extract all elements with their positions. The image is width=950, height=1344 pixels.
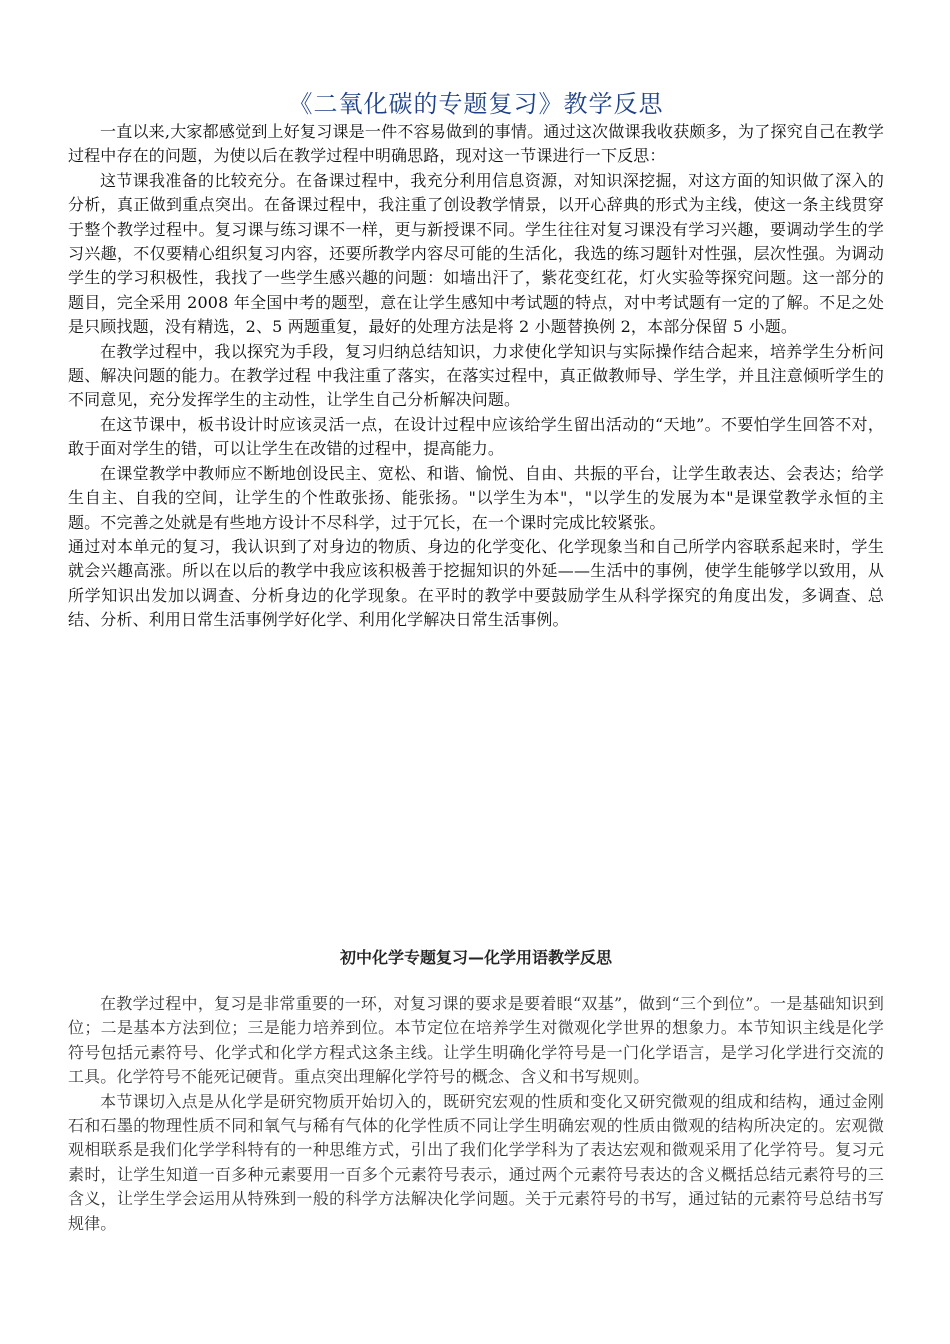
section-title: 《二氧化碳的专题复习》教学反思 [288,90,664,118]
paragraph: 在教学过程中，复习是非常重要的一环，对复习课的要求是要着眼“双基”，做到“三个到位”。一是基础知识到位；二是基本方法到位；三是能力培养到位。本节定位在培养学生对微观化学世界的想象力。本节知识主线是化学符号包括元素符号、化学式和化学方程式这条主线。让学生明确化学符号是一门化学语言，是学习化学进行交流的工具。化学符号不能死记硬背。重点突出理解化学符号的概念、含义和书写规则。 [68,994,884,1087]
paragraph: 在课堂教学中教师应不断地创设民主、宽松、和谐、愉悦、自由、共振的平台，让学生敢表达、会表达；给学生自主、自我的空间，让学生的个性敢张扬、能张扬。"以学生为本"，"以学生的发展为本"是课堂教学永恒的主题。不完善之处就是有些地方设计不尽科学，过于冗长，在一个课时完成比较紧张。 [68,463,884,532]
paragraph: 本节课切入点是从化学是研究物质开始切入的，既研究宏观的性质和变化又研究微观的组成和结构，通过金刚石和石墨的物理性质不同和氧气与稀有气体的化学性质不同让学生明确宏观的性质由微观的结构所决定的。宏观微观相联系是我们化学学科特有的一种思维方式，引出了我们化学学科为了表达宏观和微观采用了化学符号。复习元素时，让学生知道一百多种元素要用一百多个元素符号表示，通过两个元素符号表达的含义概括总结元素符号的三含义，让学生学会运用从特殊到一般的科学方法解决化学问题。关于元素符号的书写，通过钴的元素符号总结书写规律。 [68,1091,884,1233]
paragraph: 一直以来,大家都感觉到上好复习课是一件不容易做到的事情。通过这次做课我收获颇多，为了探究自己在教学过程中存在的问题，为使以后在教学过程中明确思路，现对这一节课进行一下反思： [68,122,884,166]
reflection-section-chemical-language [68,946,884,1236]
reflection-section-co2 [68,88,884,633]
section-title: 初中化学专题复习—化学用语教学反思 [339,948,612,967]
paragraph: 通过对本单元的复习，我认识到了对身边的物质、身边的化学变化、化学现象当和自己所学内容联系起来时，学生就会兴趣高涨。所以在以后的教学中我应该积极善于挖掘知识的外延——生活中的事例，使学生能够学以致用，从所学知识出发加以调查、分析身边的化学现象。在平时的教学中要鼓励学生从科学探究的角度出发，多调查、总结、分析、利用日常生活事例学好化学、利用化学解决日常生活事例。 [68,536,884,630]
paragraph: 在这节课中，板书设计时应该灵活一点，在设计过程中应该给学生留出活动的“天地”。不要怕学生回答不对，敢于面对学生的错，可以让学生在改错的过程中，提高能力。 [68,414,884,459]
paragraph: 在教学过程中，我以探究为手段，复习归纳总结知识，力求使化学知识与实际操作结合起来，培养学生分析问题、解决问题的能力。在教学过程 中我注重了落实，在落实过程中，真正做教师导、学生学，并且注意倾听学生的不同意见，充分发挥学生的主动性，让学生自己分析解决问题。 [68,341,884,410]
document-page [68,88,884,1233]
paragraph: 这节课我准备的比较充分。在备课过程中，我充分利用信息资源，对知识深挖掘，对这方面的知识做了深入的分析，真正做到重点突出。在备课过程中，我注重了创设教学情景，以开心辞典的形式为主线，使这一条主线贯穿于整个教学过程中。复习课与练习课不一样，更与新授课不同。学生往往对复习课没有学习兴趣，要调动学生的学习兴趣，不仅要精心组织复习内容，还要所教学内容尽可能的生活化，我选的练习题针对性强，层次性强。为调动学生的学习积极性，我找了一些学生感兴趣的问题：如墙出汗了，紫花变红花，灯火实验等探究问题。这一部分的题目，完全采用 2008 年全国中考的题型，意在让学生感知中考试题的特点，对中考试题有一定的了解。不足之处是只顾找题，没有精选，2、5 两题重复，最好的处理方法是将 2 小题替换例 2，本部分保留 5 小题。 [68,170,884,337]
